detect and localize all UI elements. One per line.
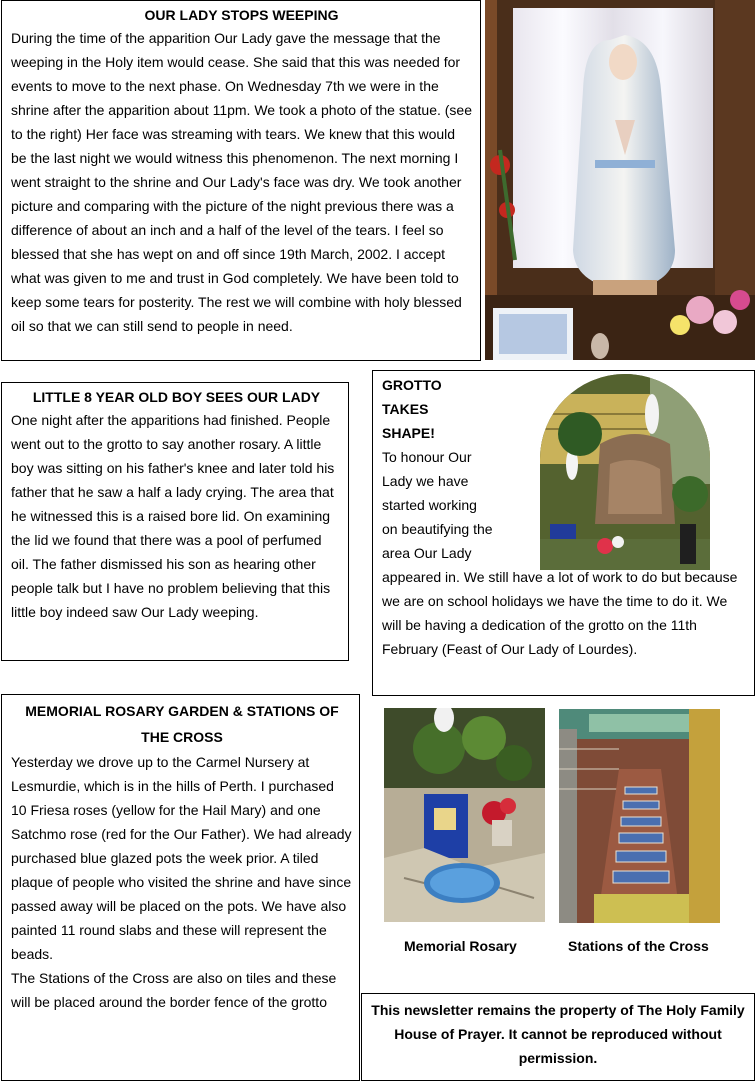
article-title: OUR LADY STOPS WEEPING (144, 7, 339, 23)
article-title: MEMORIAL ROSARY GARDEN & STATIONS OF THE CROSS (25, 703, 339, 745)
memorial-rosary-caption: Memorial Rosary (404, 938, 517, 954)
copyright-notice-text: This newsletter remains the property of The Holy Family House of Prayer. It cannot be reproduced without permission. (371, 1002, 745, 1066)
copyright-notice (361, 993, 755, 1081)
grotto-title-line: GROTTO (382, 377, 442, 393)
memorial-rosary-image (384, 708, 545, 922)
article-body: One night after the apparitions had finished. People went out to the grotto to say another rosary. A little boy was sitting on his father's knee and later told his father that he saw a half a lady crying. The area that he witnessed this is a raised bore lid. On examining the lid we found that there was a pool of perfumed oil. The father dismissed his son as hearing other people talk but I have no problem believing that this little boy indeed saw Our Lady weeping. (11, 412, 335, 620)
statue-image (485, 0, 755, 360)
stations-of-the-cross-image (559, 709, 720, 923)
grotto-intro-line: on beautifying the (382, 521, 493, 537)
article-little-boy-sees-our-lady (1, 382, 349, 661)
grotto-image (540, 374, 710, 570)
grotto-intro-line: To honour Our (382, 449, 472, 465)
stations-of-the-cross-caption: Stations of the Cross (568, 938, 709, 954)
grotto-intro-line: started working (382, 497, 477, 513)
grotto-title-line: TAKES (382, 401, 429, 417)
article-body: During the time of the apparition Our Lady gave the message that the weeping in the Holy item would cease. She said that this was needed for events to move to the next phase. On Wednesday 7th we were in the shrine after the apparition about 11pm. We took a photo of the statue. (see to the right) Her face was streaming with tears. We knew that this would be the last night we would witness this phenomenon. The next morning I went straight to the shrine and Our Lady's face was dry. We took another picture and comparing with the picture of the night previous there was a difference of about an inch and a half of the level of the tears. I feel so blessed that she has wept on and off since 19th March, 2002. I accept what was given to me and trust in God completely. We have been told to keep some tears for posterity. The rest we will combine with holy blessed oil so that we can still send to people in need. (11, 30, 472, 334)
article-our-lady-stops-weeping (1, 0, 481, 361)
grotto-title (382, 373, 542, 445)
article-body-continued: The Stations of the Cross are also on tiles and these will be placed around the border fence of the grotto (11, 970, 337, 1010)
grotto-intro-line: Lady we have (382, 473, 469, 489)
stations-of-the-cross-photo (559, 709, 720, 923)
grotto-intro (382, 445, 542, 565)
article-body: Yesterday we drove up to the Carmel Nursery at Lesmurdie, which is in the hills of Perth. I purchased 10 Friesa roses (yellow for the Hail Mary) and one Satchmo rose (red for the Our Father). We had already purchased blue glazed pots the week prior. A tiled plaque of people who visited the shrine and have since passed away will be placed on the pots. We have also painted 11 round slabs and these will represent the beads. (11, 754, 352, 962)
statue-photo (485, 0, 755, 360)
grotto-body: appeared in. We still have a lot of work to do but because we are on school holidays we have the time to do it. We will be having a dedication of the grotto on the 11th February (Feast of Our Lady of Lourdes). (382, 569, 738, 657)
article-title: LITTLE 8 YEAR OLD BOY SEES OUR LADY (32, 389, 321, 405)
grotto-intro-line: area Our Lady (382, 545, 472, 561)
grotto-photo (540, 374, 710, 570)
memorial-rosary-photo (384, 708, 545, 922)
article-grotto-takes-shape (372, 370, 755, 696)
article-memorial-rosary-garden (1, 694, 360, 1081)
grotto-title-line: SHAPE! (382, 425, 435, 441)
